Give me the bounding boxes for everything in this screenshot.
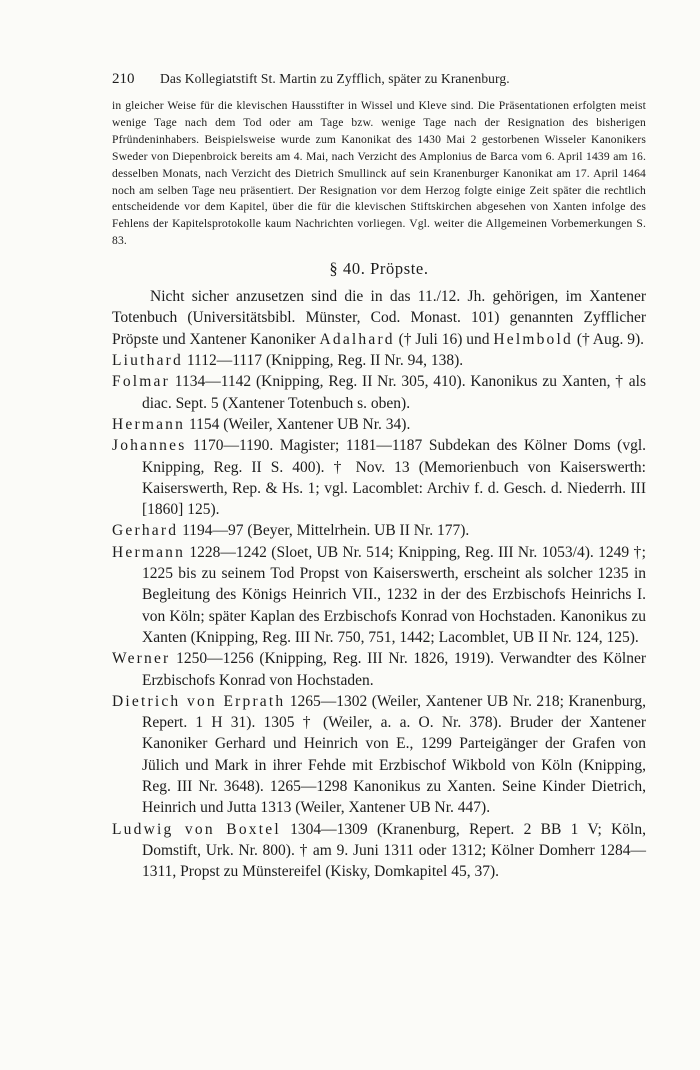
provost-entry (112, 371, 646, 414)
running-title: Das Kollegiatstift St. Martin zu Zyfflich, später zu Kranenburg. (160, 71, 510, 86)
provost-entry (112, 648, 646, 691)
provost-entry (112, 542, 646, 648)
provost-name: Liuthard (112, 352, 183, 370)
provost-entry (112, 414, 646, 435)
page-number: 210 (112, 71, 135, 87)
provost-text: 1170—1190. Magister; 1181—1187 Subdekan des Kölner Doms (vgl. Knipping, Reg. II S. 400). † Nov. 13 (Memorienbuch von Kaiserswerth: Kaiserswerth, Rep. & Hs. 1; vgl. Lacomblet: Archiv f. d. Gesch. d. Niederrh. III [1860] 125). (142, 437, 646, 519)
intro-text-end: († Aug. 9). (572, 330, 644, 348)
provost-entry (112, 435, 646, 520)
provost-text: 1250—1256 (Knipping, Reg. III Nr. 1826, 1919). Verwandter des Kölner Erzbischofs Konrad von Hochstaden. (142, 650, 646, 689)
provost-name: Hermann (112, 415, 186, 433)
intro-text: Nicht sicher anzusetzen sind die in das 11./12. Jh. gehörigen, im Xantener Totenbuch (Universitätsbibl. Münster, Cod. Monast. 101) genannten Zyfflicher Pröpste und Xantener Kanoniker (112, 288, 646, 348)
provost-entry (112, 691, 646, 819)
provost-text: 1154 (Weiler, Xantener UB Nr. 34). (185, 415, 411, 433)
intro-text-mid: († Juli 16) und (394, 330, 494, 348)
provost-name: Dietrich von Erprath (112, 692, 286, 710)
provost-entry (112, 520, 646, 541)
provost-name: Gerhard (112, 522, 179, 540)
provost-name: Folmar (112, 373, 170, 391)
provosts-list (112, 286, 646, 882)
running-head (112, 70, 646, 88)
provost-name: Werner (112, 650, 171, 668)
provost-text: 1194—97 (Beyer, Mittelrhein. UB II Nr. 177). (178, 522, 470, 540)
intro-name-helmbold: Helmbold (493, 330, 573, 348)
provost-text: 1134—1142 (Knipping, Reg. II Nr. 305, 410). Kanonikus zu Xanten, † als diac. Sept. 5 (Xantener Totenbuch s. oben). (142, 373, 646, 412)
section-heading: § 40. Pröpste. (329, 259, 429, 279)
provost-name: Hermann (112, 543, 186, 561)
provost-text: 1112—1117 (Knipping, Reg. II Nr. 94, 138). (182, 352, 464, 370)
intro-name-adalhard: Adalhard (319, 330, 395, 348)
provost-text: 1228—1242 (Sloet, UB Nr. 514; Knipping, Reg. III Nr. 1053/4). 1249 †; 1225 bis zu seinem Tod Propst von Kaiserswerth, erscheint als solcher 1235 in Begleitung des Königs Heinrich VII., 1232 in der des Erzbischofs Heinrichs I. von Köln; später Kaplan des Erzbischofs Konrad von Hochstaden. Kanonikus zu Xanten (Knipping, Reg. III Nr. 750, 751, 1442; Lacomblet, UB II Nr. 124, 125). (142, 543, 646, 646)
provost-text: 1304—1309 (Kranenburg, Repert. 2 BB 1 V; Köln, Domstift, Urk. Nr. 800). † am 9. Juni 1311 oder 1312; Kölner Domherr 1284—1311, Propst zu Münstereifel (Kisky, Domkapitel 45, 37). (142, 820, 646, 881)
page (112, 70, 646, 882)
provost-name: Johannes (112, 437, 187, 455)
provost-entry (112, 350, 646, 371)
continued-note: in gleicher Weise für die klevischen Hausstifter in Wissel und Kleve sind. Die Präsentationen erfolgten meist wenige Tage nach dem Tod oder am Tage bzw. wenige Tage nach der Resignation des bisherigen Pfründeninhabers. Beispielsweise wurde zum Kanonikat des 1430 Mai 2 gestorbenen Wisseler Kanonikers Sweder von Diepenbroick bereits am 4. Mai, nach Verzicht des Amplonius de Barca vom 6. April 1439 am 16. desselben Monats, nach Verzicht des Dietrich Smullinck auf sein Kranenburger Kanonikat am 17. April 1464 noch am selben Tage neu präsentiert. Der Resignation vor dem Herzog folgte einige Zeit später die rechtlich entscheidende vor dem Kapitel, über die für die klevischen Stiftskirchen abgesehen von Xanten infolge des Fehlens der Kapitelsprotokolle kaum Nachrichten vorliegen. Vgl. weiter die Allgemeinen Vorbemerkungen S. 83. (112, 99, 646, 248)
intro-paragraph (112, 286, 646, 350)
provost-name: Ludwig von Boxtel (112, 820, 281, 838)
provost-text: 1265—1302 (Weiler, Xantener UB Nr. 218; Kranenburg, Repert. 1 H 31). 1305 † (Weiler, a. a. O. Nr. 378). Bruder der Xantener Kanoniker Gerhard und Heinrich von E., 1299 Parteigänger der Grafen von Jülich und Mark in ihrer Fehde mit Erzbischof Wikbold von Köln (Knipping, Reg. III Nr. 3648). 1265—1298 Kanonikus zu Xanten. Seine Kinder Dietrich, Heinrich und Jutta 1313 (Weiler, Xantener UB Nr. 447). (142, 692, 646, 817)
provost-entry (112, 819, 646, 883)
